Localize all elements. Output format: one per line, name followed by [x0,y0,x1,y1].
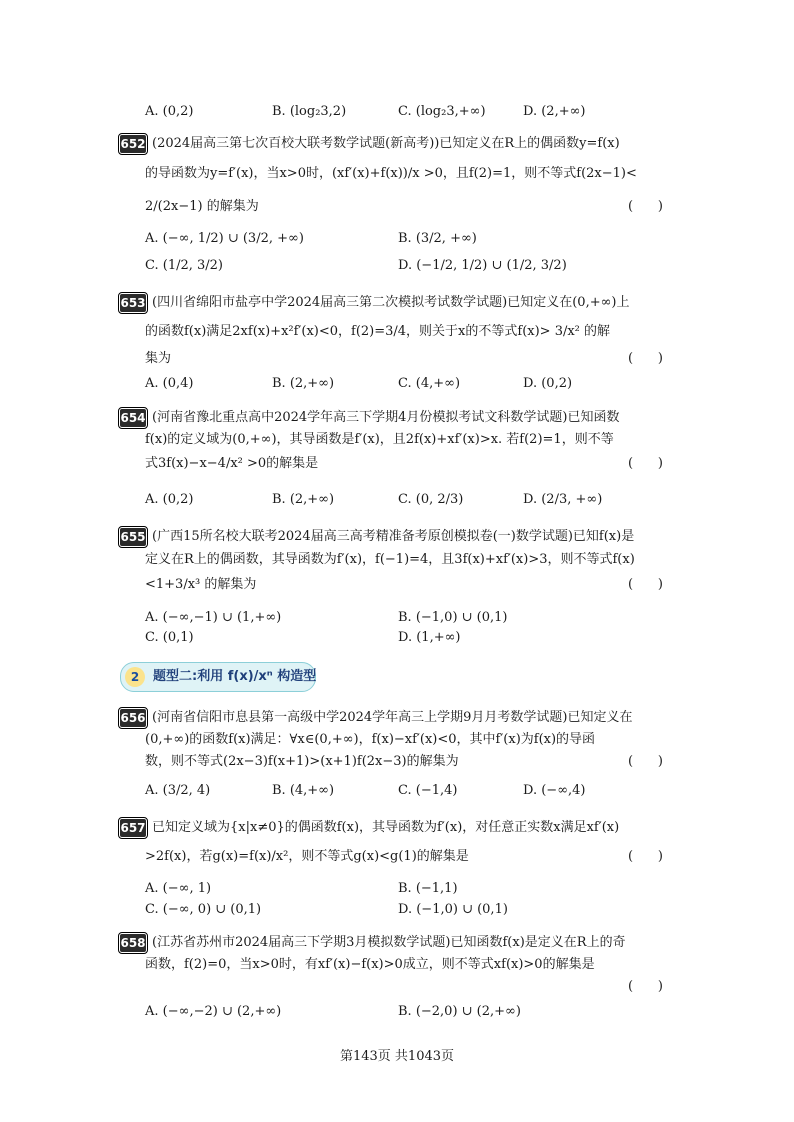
option-a: A. (−∞,−1) ∪ (1,+∞) [145,610,282,625]
answer-paren: ( ) [628,979,663,994]
q654-line-2: f(x)的定义域为(0,+∞)，其导函数是f′(x)，且2f(x)+xf′(x)>x. 若f(2)=1，则不等 [145,432,614,447]
option-a: A. (−∞, 1) [145,881,212,896]
q653-line-3: 集为 [145,351,172,366]
option-b: B. (4,+∞) [272,783,335,798]
option-c: C. (log₂3,+∞) [398,104,486,119]
option-c: C. (−∞, 0) ∪ (0,1) [145,902,262,917]
question-number-653: 653 [120,296,146,310]
q658-line-1: (江苏省苏州市2024届高三下学期3月模拟数学试题)已知函数f(x)是定义在R上的奇 [152,935,626,950]
q654-line-1: (河南省豫北重点高中2024学年高三下学期4月份模拟考试文科数学试题)已知函数 [152,410,620,425]
q655-line-2: 定义在R上的偶函数，其导函数为f′(x)，f(−1)=4，且3f(x)+xf′(x)>3，则不等式f(x) [145,552,635,567]
option-a: A. (0,4) [145,376,194,391]
q655-line-1: (广西15所名校大联考2024届高三高考精准备考原创模拟卷(一)数学试题)已知f(x)是 [152,529,635,544]
answer-paren: ( ) [628,754,663,769]
option-b: B. (2,+∞) [272,376,335,391]
option-b: B. (−1,0) ∪ (0,1) [398,610,508,625]
q656-line-1: (河南省信阳市息县第一高级中学2024学年高三上学期9月月考数学试题)已知定义在 [152,710,633,725]
q657-line-1: 已知定义域为{x|x≠0}的偶函数f(x)，其导函数为f′(x)，对任意正实数x满足xf′(x) [152,820,620,835]
option-c: C. (0, 2/3) [398,492,464,507]
answer-paren: ( ) [628,577,663,592]
question-number-658: 658 [120,936,146,950]
q657-line-2: >2f(x)，若g(x)=f(x)/x²，则不等式g(x)<g(1)的解集是 [145,849,469,864]
page-footer: 第143页 共1043页 [339,1049,455,1064]
option-b: B. (3/2, +∞) [398,231,477,246]
option-b: B. (log₂3,2) [272,104,347,119]
q658-line-2: 函数，f(2)=0，当x>0时，有xf′(x)−f(x)>0成立，则不等式xf(x)>0的解集是 [145,957,595,972]
option-d: D. (−1/2, 1/2) ∪ (1/2, 3/2) [398,258,567,273]
q652-line-1: (2024届高三第七次百校大联考数学试题(新高考))已知定义在R上的偶函数y=f(x) [152,136,620,151]
option-a: A. (3/2, 4) [145,783,211,798]
q654-line-3: 式3f(x)−x−4/x² >0的解集是 [145,456,319,471]
section-badge: 2 [125,667,145,687]
section-title: 题型二:利用 f(x)/xⁿ 构造型 [153,669,317,684]
option-c: C. (0,1) [145,630,194,645]
question-number-652: 652 [120,137,146,151]
q655-line-3: <1+3/x³ 的解集为 [145,577,257,592]
option-d: D. (0,2) [523,376,573,391]
option-d: D. (1,+∞) [398,630,461,645]
option-a: A. (0,2) [145,104,194,119]
option-a: A. (−∞, 1/2) ∪ (3/2, +∞) [145,231,304,246]
option-c: C. (1/2, 3/2) [145,258,223,273]
option-a: A. (0,2) [145,492,194,507]
option-b: B. (−1,1) [398,881,458,896]
q653-line-1: (四川省绵阳市盐亭中学2024届高三第二次模拟考试数学试题)已知定义在(0,+∞)上 [152,295,630,310]
section-header [120,662,316,692]
option-c: C. (−1,4) [398,783,458,798]
q656-line-3: 数，则不等式(2x−3)f(x+1)>(x+1)f(2x−3)的解集为 [145,754,459,769]
answer-paren: ( ) [628,199,663,214]
q656-line-2: (0,+∞)的函数f(x)满足：∀x∈(0,+∞)，f(x)−xf′(x)<0，其中f′(x)为f(x)的导函 [145,732,596,747]
option-d: D. (−1,0) ∪ (0,1) [398,902,508,917]
q653-line-2: 的函数f(x)满足2xf(x)+x²f′(x)<0，f(2)=3/4，则关于x的不等式f(x)> 3/x² 的解 [145,324,611,339]
option-b: B. (−2,0) ∪ (2,+∞) [398,1004,521,1019]
answer-paren: ( ) [628,351,663,366]
option-c: C. (4,+∞) [398,376,461,391]
option-b: B. (2,+∞) [272,492,335,507]
option-d: D. (−∞,4) [523,783,586,798]
question-number-656: 656 [120,711,146,725]
option-d: D. (2,+∞) [523,104,586,119]
q652-line-2: 的导函数为y=f′(x)，当x>0时，(xf′(x)+f(x))/x >0，且f(2)=1，则不等式f(2x−1)< [145,166,637,181]
question-number-657: 657 [120,821,146,835]
question-number-654: 654 [120,411,146,425]
option-a: A. (−∞,−2) ∪ (2,+∞) [145,1004,282,1019]
answer-paren: ( ) [628,456,663,471]
answer-paren: ( ) [628,849,663,864]
q652-line-3: 2/(2x−1) 的解集为 [145,199,259,214]
option-d: D. (2/3, +∞) [523,492,603,507]
question-number-655: 655 [120,530,146,544]
